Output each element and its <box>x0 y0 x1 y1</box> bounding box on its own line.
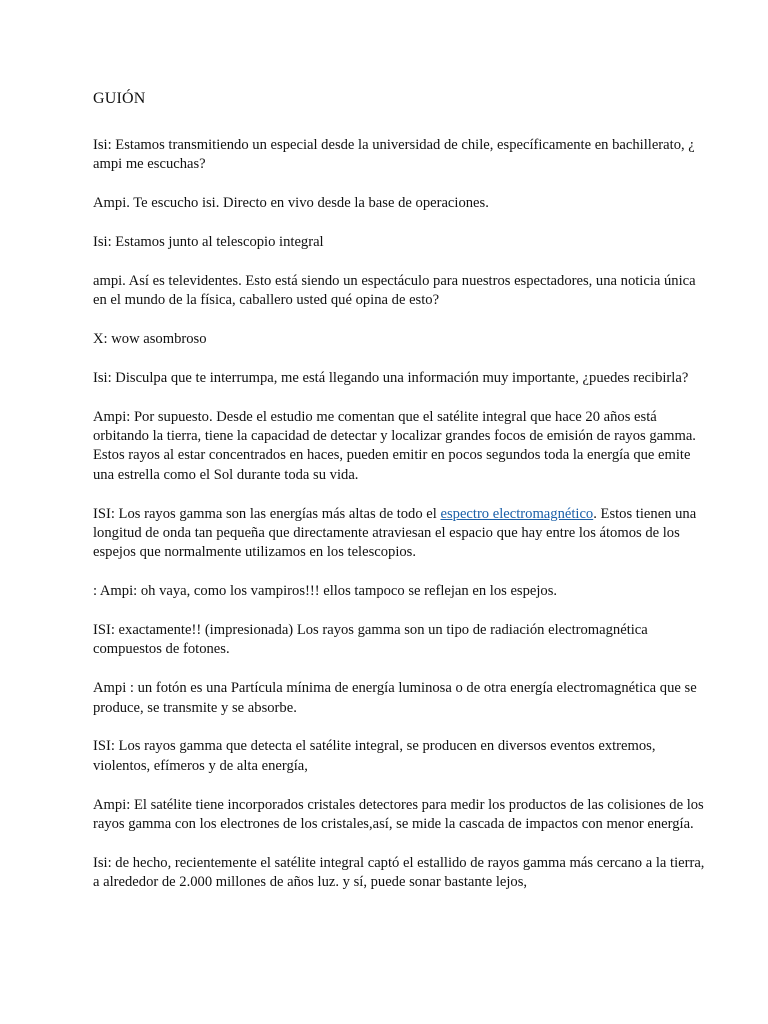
paragraph-1: Isi: Estamos transmitiendo un especial desde la universidad de chile, específicamente en bachillerato, ¿ ampi me escuchas? <box>93 137 695 173</box>
paragraph-8-after: . Estos tienen una longitud de onda tan pequeña que directamente atraviesan el espacio que hay entre los átomos de los espejos que normalmente utilizamos en los telescopios. <box>93 505 697 561</box>
espectro-link[interactable]: espectro electromagnético <box>440 505 594 522</box>
paragraph-4: ampi. Así es televidentes. Esto está siendo un espectáculo para nuestros espectadores, una noticia única en el mundo de la física, caballero usted qué opina de esto? <box>93 272 696 309</box>
paragraph-2: Ampi. Te escucho isi. Directo en vivo desde la base de operaciones. <box>93 195 489 212</box>
paragraph-7: Ampi: Por supuesto. Desde el estudio me comentan que el satélite integral que hace 20 años está orbitando la tierra, tiene la capacidad de detectar y localizar grandes focos de emisión de rayos gamma. Estos rayos al estar concentrados en haces, pueden emitir en pocos segundos toda la energía que emite una estrella como el Sol durante toda su vida. <box>93 408 696 483</box>
paragraph-9: : Ampi: oh vaya, como los vampiros!!! ellos tampoco se reflejan en los espejos. <box>93 583 558 600</box>
document-title: GUIÓN <box>93 90 146 107</box>
paragraph-11: Ampi : un fotón es una Partícula mínima de energía luminosa o de otra energía electromagnética que se produce, se transmite y se absorbe. <box>93 680 697 716</box>
paragraph-12: ISI: Los rayos gamma que detecta el satélite integral, se producen en diversos eventos extremos, violentos, efímeros y de alta energía, <box>93 738 656 774</box>
paragraph-14: Isi: de hecho, recientemente el satélite integral captó el estallido de rayos gamma más cercano a la tierra, a alrededor de 2.000 millones de años luz. y sí, puede sonar bastante lejos, <box>93 854 705 891</box>
paragraph-13: Ampi: El satélite tiene incorporados cristales detectores para medir los productos de las colisiones de los rayos gamma con los electrones de los cristales,así, se mide la cascada de impactos con menor energía. <box>93 796 704 833</box>
paragraph-3: Isi: Estamos junto al telescopio integral <box>93 234 324 250</box>
paragraph-6: Isi: Disculpa que te interrumpa, me está llegando una información muy importante, ¿puedes recibirla? <box>93 369 689 386</box>
paragraph-5: X: wow asombroso <box>93 331 207 347</box>
paragraph-10: ISI: exactamente!! (impresionada) Los rayos gamma son un tipo de radiación electromagnética compuestos de fotones. <box>93 622 648 658</box>
paragraph-8-before: ISI: Los rayos gamma son las energías más altas de todo el <box>93 505 441 522</box>
paragraph-8 <box>93 505 708 563</box>
